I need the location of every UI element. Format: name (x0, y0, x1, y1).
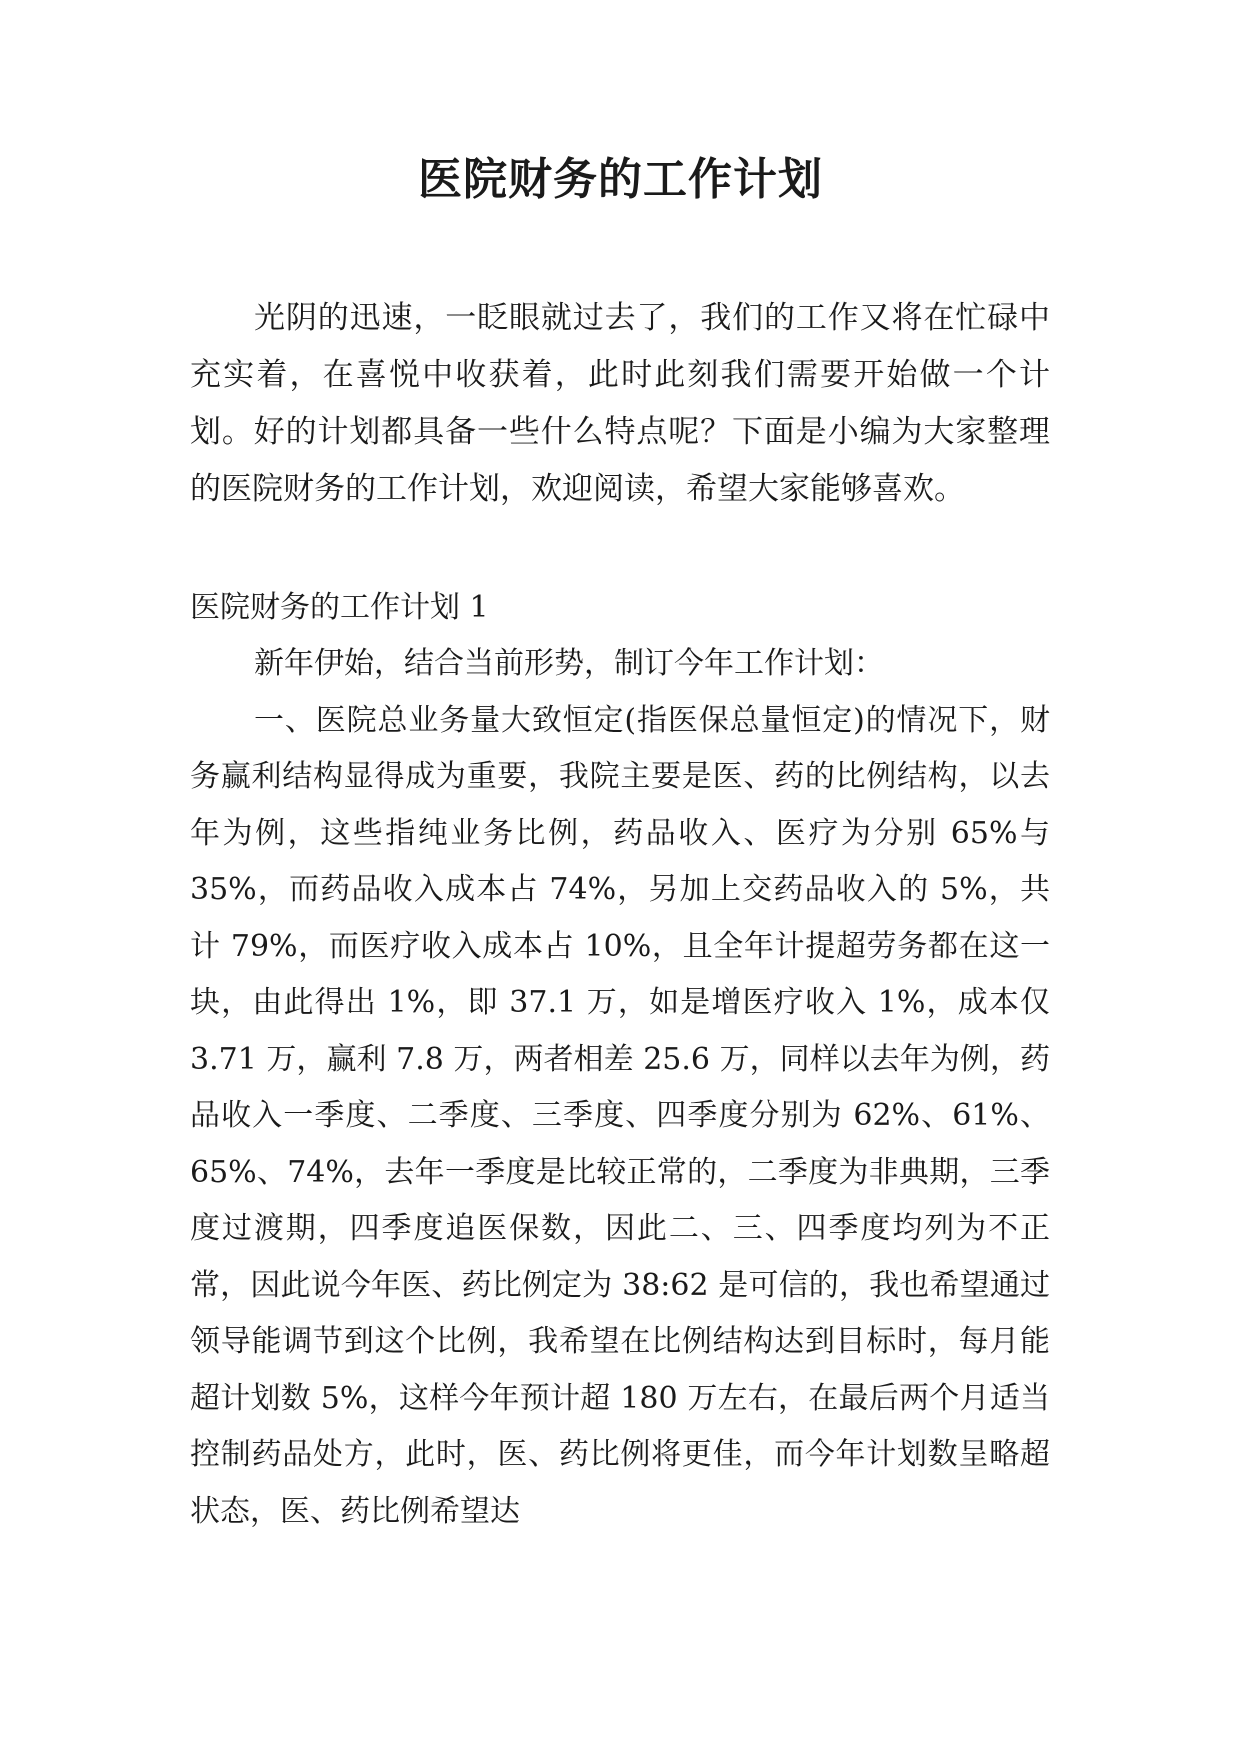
section-paragraph-1: 新年伊始，结合当前形势，制订今年工作计划： (254, 646, 884, 681)
section-paragraph-2: 一、医院总业务量大致恒定(指医保总量恒定)的情况下，财务赢利结构显得成为重要，我院主要是医、药的比例结构，以去年为例，这些指纯业务比例，药品收入、医疗为分别 65%与 35%，而药品收入成本占 74%，另加上交药品收入的 5%，共计 79%，而医疗收入成本占 10%，且全年计提超劳务都在这一块，由此得出 1%，即 37.1 万，如是增医疗收入 1%，成本仅 3.71 万，赢利 7.8 万，两者相差 25.6 万，同样以去年为例，药品收入一季度、二季度、三季度、四季度分别为 62%、61%、65%、74%，去年一季度是比较正常的，二季度为非典期，三季度过渡期，四季度追医保数，因此二、三、四季度均列为不正常，因此说今年医、药比例定为 38:62 是可信的，我也希望通过领导能调节到这个比例，我希望在比例结构达到目标时，每月能超计划数 5%，这样今年预计超 180 万左右，在最后两个月适当控制药品处方，此时，医、药比例将更佳，而今年计划数呈略超状态，医、药比例希望达 (190, 702, 1050, 1529)
section-heading: 医院财务的工作计划 1 (190, 590, 489, 625)
document-title: 医院财务的工作计划 (418, 154, 823, 205)
section-1 (190, 580, 1050, 1540)
intro-paragraph: 光阴的迅速，一眨眼就过去了，我们的工作又将在忙碌中充实着，在喜悦中收获着，此时此刻我们需要开始做一个计划。好的计划都具备一些什么特点呢？下面是小编为大家整理的医院财务的工作计划，欢迎阅读，希望大家能够喜欢。 (190, 300, 1050, 507)
